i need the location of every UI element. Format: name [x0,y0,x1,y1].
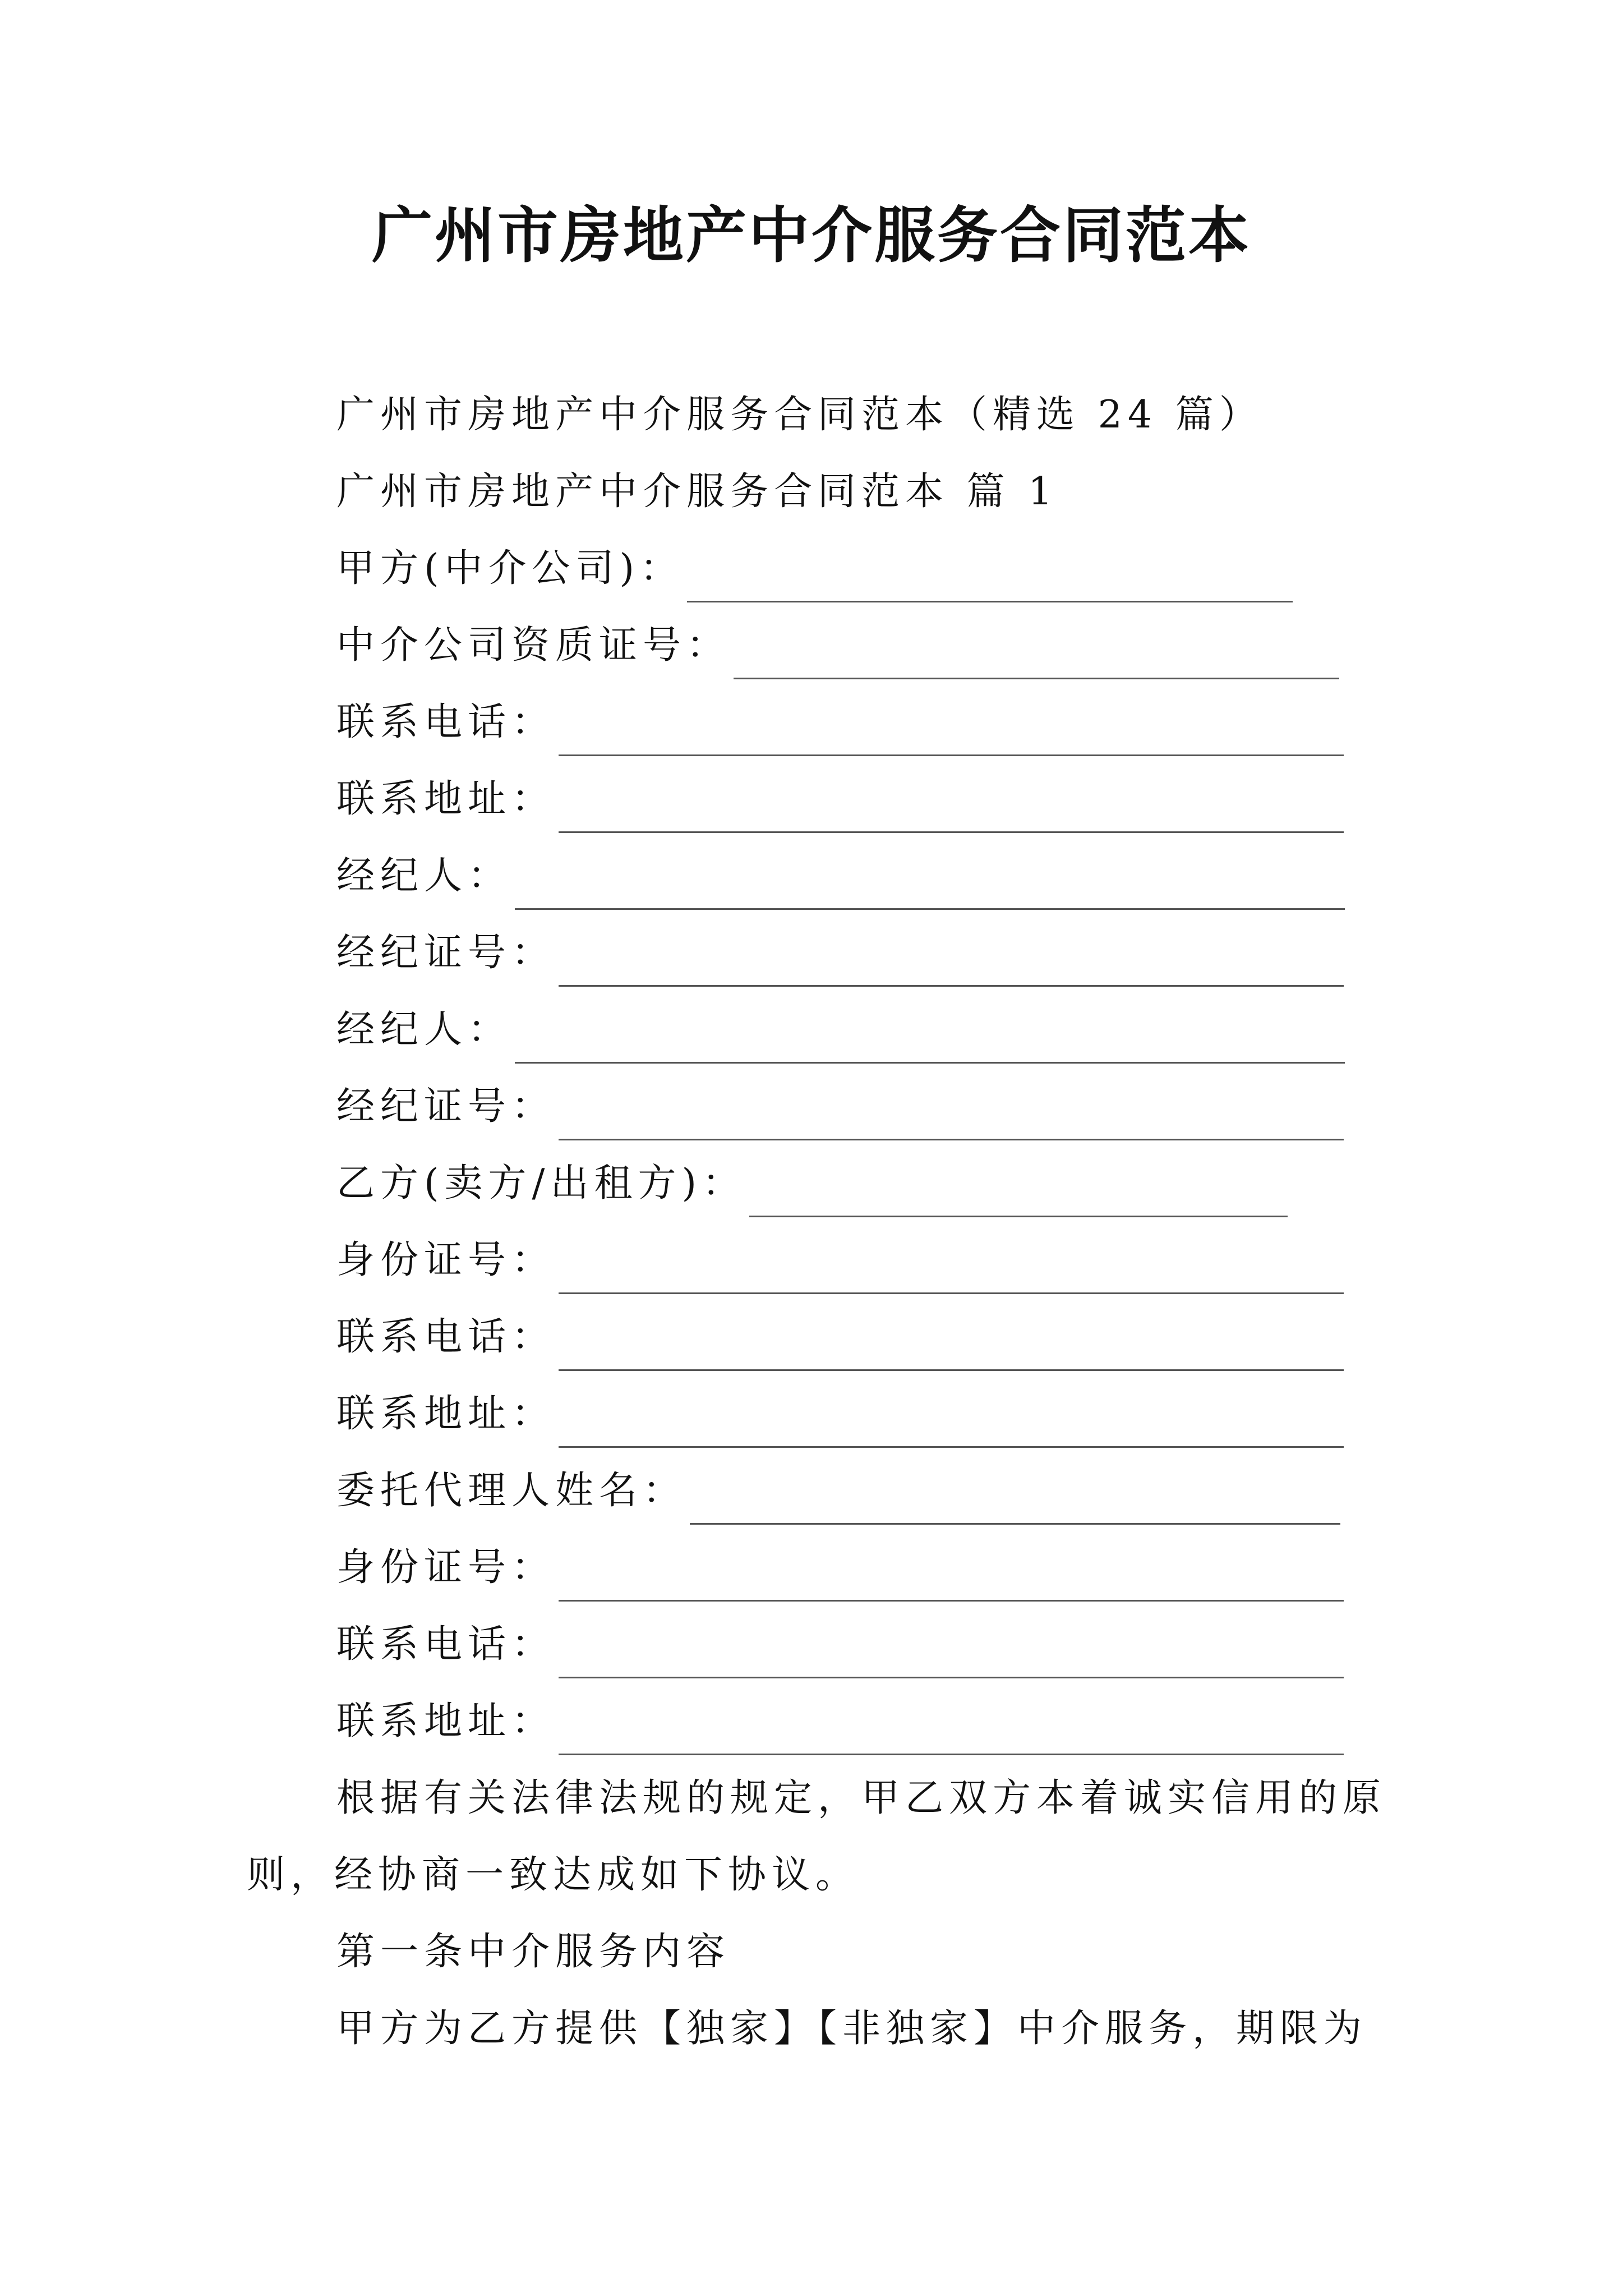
fill-in-blank [559,1397,1344,1448]
field-label: 经纪证号： [336,931,556,975]
field-agency-address [336,766,1346,833]
document-subtitle: 广州市房地产中介服务合同范本（精选 24 篇） [336,393,1263,437]
paragraph-text: 根据有关法律法规的规定，甲乙双方本着诚实信用的原 [336,1776,1387,1820]
field-label: 乙方(卖方/出租方)： [336,1161,746,1205]
field-label: 联系地址： [336,1392,556,1436]
field-broker-1 [336,843,1346,910]
fill-in-blank [559,705,1344,756]
fill-in-blank [559,782,1344,833]
field-label: 经纪证号： [336,1084,556,1129]
field-agency-phone [336,689,1346,756]
fill-in-blank [559,936,1344,987]
field-label: 联系电话： [336,1622,556,1667]
field-agent-name [336,1457,1346,1525]
field-agent-address [336,1688,1346,1755]
field-agent-id [336,1534,1346,1602]
fill-in-blank [734,628,1339,679]
document-title: 广州市房地产中介服务合同范本 [371,200,1251,271]
field-label: 身份证号： [336,1238,556,1282]
fill-in-blank [559,1089,1344,1140]
field-label: 联系地址： [336,777,556,821]
fill-in-blank [690,1474,1340,1525]
paragraph-text: 甲方为乙方提供【独家】【非独家】中介服务，期限为 [336,2007,1368,2051]
field-label: 委托代理人姓名： [336,1469,687,1513]
fill-in-blank [687,551,1293,602]
field-label: 联系地址： [336,1699,556,1743]
field-broker-2 [336,996,1346,1064]
fill-in-blank [559,1550,1344,1602]
fill-in-blank [559,1243,1344,1294]
fill-in-blank [515,1013,1345,1064]
fill-in-blank [515,859,1345,910]
fill-in-blank [559,1627,1344,1678]
field-label: 联系电话： [336,1315,556,1359]
field-broker-license-2 [336,1073,1346,1140]
field-label: 经纪人： [336,854,512,898]
field-label: 联系电话： [336,700,556,744]
paragraph-text: 则，经协商一致达成如下协议。 [247,1853,860,1897]
field-label: 经纪人： [336,1007,512,1052]
field-agency-license [336,612,1346,679]
article-heading: 第一条中介服务内容 [336,1930,731,1974]
field-seller-phone [336,1304,1346,1371]
field-agent-phone [336,1611,1346,1678]
fill-in-blank [559,1320,1344,1371]
fill-in-blank [559,1704,1344,1755]
field-broker-license-1 [336,919,1346,987]
field-label: 中介公司资质证号： [336,623,731,668]
field-seller-id [336,1227,1346,1294]
field-label: 甲方(中介公司)： [336,546,684,591]
section-heading: 广州市房地产中介服务合同范本 篇 1 [336,470,1058,514]
fill-in-blank [749,1166,1288,1217]
field-party-a [336,535,1346,602]
field-seller-address [336,1381,1346,1448]
field-label: 身份证号： [336,1545,556,1590]
field-party-b [336,1150,1346,1217]
